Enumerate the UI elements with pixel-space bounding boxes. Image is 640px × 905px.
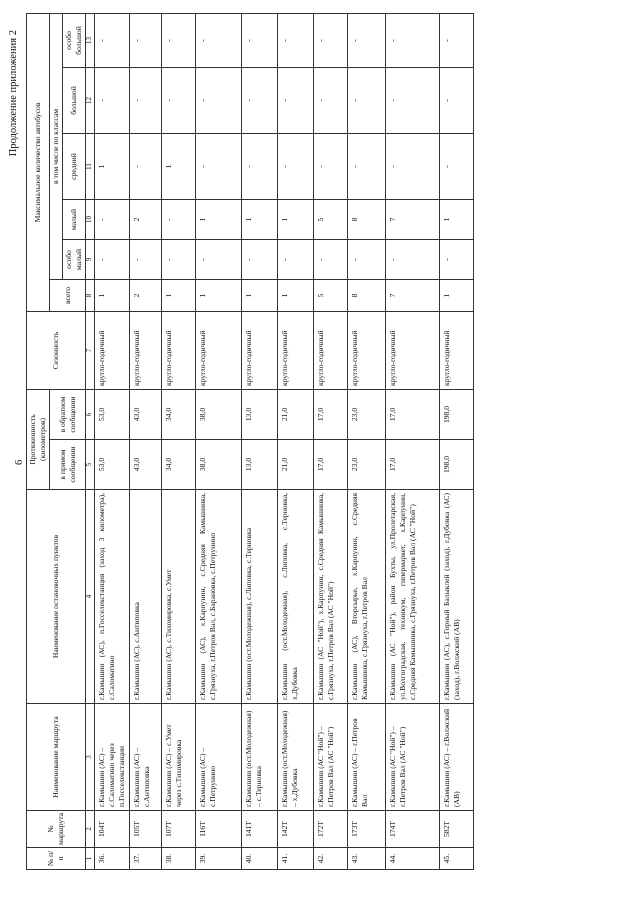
header-route-number: № маршрута [27, 811, 86, 848]
bus-small-cell: 1 [277, 199, 313, 239]
route-number-cell: 104Т [94, 811, 129, 848]
route-name-cell: г.Камышин (АС "Ной") – г.Петров Вал (АС "Ной") [385, 704, 439, 811]
bus-total-cell: 7 [385, 279, 439, 311]
route-name-cell: г.Камышин (АС) – с.Умет через с.Тихомировка [161, 704, 195, 811]
row-index-cell: 38. [161, 848, 195, 870]
bus-total-cell: 1 [241, 279, 277, 311]
bus-total-cell: 1 [161, 279, 195, 311]
header-extra-small: особо малый [63, 239, 86, 279]
column-number: 6 [86, 389, 95, 439]
header-forward: в прямом сообщении [50, 440, 86, 490]
bus-large-cell: - [385, 67, 439, 133]
stop-list-cell: г.Камышин (ост.Молодежная), с.Липовка, с.Терновка [241, 490, 277, 704]
route-number-cell: 582Т [439, 811, 473, 848]
bus-small-cell: 1 [241, 199, 277, 239]
season-cell: кругло-годичный [241, 311, 277, 389]
column-number: 11 [86, 133, 95, 199]
bus-medium-cell: 1 [161, 133, 195, 199]
bus-extra-large-cell: - [313, 13, 347, 67]
bus-medium-cell: - [439, 133, 473, 199]
length-backward-cell: 23,0 [347, 389, 385, 439]
bus-medium-cell: - [277, 133, 313, 199]
table-row [129, 13, 161, 869]
table-row [313, 13, 347, 869]
row-index-cell: 40. [241, 848, 277, 870]
route-number-cell: 116Т [195, 811, 241, 848]
bus-extra-small-cell: - [241, 239, 277, 279]
bus-large-cell: - [347, 67, 385, 133]
header-extra-large: особо большой [63, 13, 86, 67]
bus-total-cell: 1 [277, 279, 313, 311]
bus-extra-large-cell: - [94, 13, 129, 67]
page-number: 6 [14, 459, 25, 465]
bus-total-cell: 1 [439, 279, 473, 311]
column-number: 1 [86, 848, 95, 870]
bus-large-cell: - [313, 67, 347, 133]
route-number-cell: 174Т [385, 811, 439, 848]
column-number: 8 [86, 279, 95, 311]
bus-extra-large-cell: - [385, 13, 439, 67]
length-forward-cell: 53,0 [94, 440, 129, 490]
row-index-cell: 44. [385, 848, 439, 870]
bus-small-cell: 1 [195, 199, 241, 239]
header-backward: в обратном сообщении [50, 389, 86, 439]
length-backward-cell: 53,0 [94, 389, 129, 439]
route-number-cell: 141Т [241, 811, 277, 848]
table-row [195, 13, 241, 869]
bus-total-cell: 5 [313, 279, 347, 311]
bus-extra-large-cell: - [439, 13, 473, 67]
bus-extra-large-cell: - [129, 13, 161, 67]
length-backward-cell: 198,0 [439, 389, 473, 439]
route-name-cell: г.Камышин (ост.Молодежная) – с.Терновка [241, 704, 277, 811]
bus-medium-cell: 1 [94, 133, 129, 199]
table-row [277, 13, 313, 869]
bus-small-cell: - [94, 199, 129, 239]
bus-extra-large-cell: - [347, 13, 385, 67]
length-forward-cell: 198,0 [439, 440, 473, 490]
header-stops: Наименование остановочных пунктов [27, 490, 86, 704]
column-number: 3 [86, 704, 95, 811]
route-name-cell: г.Камышин (АС "Ной") – г.Петров Вал (АС "Ной") [313, 704, 347, 811]
bus-extra-small-cell: - [385, 239, 439, 279]
length-backward-cell: 34,0 [161, 389, 195, 439]
table-row [385, 13, 439, 869]
column-number: 9 [86, 239, 95, 279]
route-number-cell: 173Т [347, 811, 385, 848]
season-cell: кругло-годичный [347, 311, 385, 389]
column-numbers-row [86, 13, 95, 869]
season-cell: кругло-годичный [313, 311, 347, 389]
bus-small-cell: 1 [439, 199, 473, 239]
column-number: 4 [86, 490, 95, 704]
bus-extra-small-cell: - [129, 239, 161, 279]
stop-list-cell: г.Камышин (АС), п.Госселекстанция (заход 3 километра), с.Саломатино [94, 490, 129, 704]
route-name-cell: г.Камышин (АС) – г.Петров Вал [347, 704, 385, 811]
length-backward-cell: 38,0 [195, 389, 241, 439]
bus-medium-cell: - [385, 133, 439, 199]
header-total: всего [50, 279, 86, 311]
header-small: малый [63, 199, 86, 239]
bus-extra-small-cell: - [195, 239, 241, 279]
row-index-cell: 42. [313, 848, 347, 870]
bus-small-cell: 2 [129, 199, 161, 239]
routes-table [26, 13, 474, 870]
route-number-cell: 142Т [277, 811, 313, 848]
length-backward-cell: 43,0 [129, 389, 161, 439]
row-index-cell: 37. [129, 848, 161, 870]
table-row [347, 13, 385, 869]
length-forward-cell: 21,0 [277, 440, 313, 490]
row-index-cell: 45. [439, 848, 473, 870]
routes-table-body [94, 13, 473, 869]
season-cell: кругло-годичный [439, 311, 473, 389]
bus-total-cell: 2 [129, 279, 161, 311]
length-forward-cell: 23,0 [347, 440, 385, 490]
header-route-name: Наименование маршрута [27, 704, 86, 811]
bus-total-cell: 1 [195, 279, 241, 311]
bus-total-cell: 8 [347, 279, 385, 311]
stop-list-cell: г.Камышин (АС), х.Карпунин, с.Средняя Камышинка, с.Грязнуха, г.Петров Вал, с.Барановка, с.Петрунино [195, 490, 241, 704]
bus-large-cell: - [129, 67, 161, 133]
stop-list-cell: г.Камышин (ост.Молодежная), с.Липовка, с.Терновка, х.Дубовка [277, 490, 313, 704]
table-row [161, 13, 195, 869]
table-row [439, 13, 473, 869]
column-number: 5 [86, 440, 95, 490]
stop-list-cell: г.Камышин (АС), с.Горный Балыклей (заход), г.Дубовка (АС) (заход), г.Волжский (АВ) [439, 490, 473, 704]
bus-large-cell: - [94, 67, 129, 133]
column-number: 13 [86, 13, 95, 67]
column-number: 12 [86, 67, 95, 133]
bus-extra-small-cell: - [277, 239, 313, 279]
season-cell: кругло-годичный [129, 311, 161, 389]
bus-extra-large-cell: - [277, 13, 313, 67]
season-cell: кругло-годичный [161, 311, 195, 389]
route-number-cell: 107Т [161, 811, 195, 848]
bus-small-cell: 7 [385, 199, 439, 239]
route-name-cell: г.Камышин (АС) – с.Саломатино через п.Госселекстанции [94, 704, 129, 811]
row-index-cell: 36. [94, 848, 129, 870]
length-forward-cell: 38,0 [195, 440, 241, 490]
length-backward-cell: 13,0 [241, 389, 277, 439]
length-forward-cell: 43,0 [129, 440, 161, 490]
season-cell: кругло-годичный [94, 311, 129, 389]
route-number-cell: 172Т [313, 811, 347, 848]
column-number: 2 [86, 811, 95, 848]
bus-small-cell: 5 [313, 199, 347, 239]
route-name-cell: г.Камышин (ост.Молодежная) – х.Дубовка [277, 704, 313, 811]
bus-extra-small-cell: - [439, 239, 473, 279]
stop-list-cell: г.Камышин (АС "Ной"), район Бухты, ул.Пролетарская, ул.Волгоградская, техникум, гипермаркет, х.Карпунин, с.Средняя Камышинка, с.Грязнуха, г.Петров Вал (АС "Ной") [385, 490, 439, 704]
length-forward-cell: 17,0 [385, 440, 439, 490]
header-season: Сезонность [27, 311, 86, 389]
length-backward-cell: 17,0 [313, 389, 347, 439]
route-name-cell: г.Камышин (АС) – с.Петрунино [195, 704, 241, 811]
table-row [94, 13, 129, 869]
bus-medium-cell: - [241, 133, 277, 199]
bus-extra-large-cell: - [241, 13, 277, 67]
bus-large-cell: - [439, 67, 473, 133]
row-index-cell: 39. [195, 848, 241, 870]
length-backward-cell: 21,0 [277, 389, 313, 439]
appendix-continuation: Продолжение приложения 2 [8, 30, 19, 157]
header-large: большой [63, 67, 86, 133]
route-number-cell: 105Т [129, 811, 161, 848]
stop-list-cell: г.Камышин (АС), с.Антиповка [129, 490, 161, 704]
bus-large-cell: - [277, 67, 313, 133]
bus-extra-small-cell: - [161, 239, 195, 279]
bus-large-cell: - [241, 67, 277, 133]
bus-extra-small-cell: - [347, 239, 385, 279]
column-number: 10 [86, 199, 95, 239]
bus-extra-small-cell: - [94, 239, 129, 279]
row-index-cell: 41. [277, 848, 313, 870]
header-max-buses: Максимальное количество автобусов [27, 13, 50, 311]
bus-large-cell: - [161, 67, 195, 133]
season-cell: кругло-годичный [195, 311, 241, 389]
route-name-cell: г.Камышин (АС) – с.Антиповка [129, 704, 161, 811]
header-length: Протяженность (километров) [27, 389, 50, 489]
bus-small-cell: 8 [347, 199, 385, 239]
header-medium: средний [63, 133, 86, 199]
bus-large-cell: - [195, 67, 241, 133]
column-number: 7 [86, 311, 95, 389]
bus-medium-cell: - [313, 133, 347, 199]
length-forward-cell: 17,0 [313, 440, 347, 490]
table-row [241, 13, 277, 869]
bus-extra-small-cell: - [313, 239, 347, 279]
header-by-class: в том числе по классам [50, 13, 63, 279]
bus-medium-cell: - [195, 133, 241, 199]
season-cell: кругло-годичный [385, 311, 439, 389]
stop-list-cell: г.Камышин (АС), Вторсырье, х.Карпунин, с.Средняя Камышинка, с.Грязнуха, г.Петров Вал [347, 490, 385, 704]
length-backward-cell: 17,0 [385, 389, 439, 439]
bus-medium-cell: - [129, 133, 161, 199]
route-name-cell: г.Камышин (АС) – г.Волжский (АВ) [439, 704, 473, 811]
length-forward-cell: 34,0 [161, 440, 195, 490]
bus-extra-large-cell: - [161, 13, 195, 67]
bus-total-cell: 1 [94, 279, 129, 311]
bus-medium-cell: - [347, 133, 385, 199]
season-cell: кругло-годичный [277, 311, 313, 389]
bus-small-cell: - [161, 199, 195, 239]
stop-list-cell: г.Камышин (АС "Ной"), х.Карпунин, с.Средняя Камышинка, с.Грязнуха, г.Петров Вал (АС "Ной") [313, 490, 347, 704]
row-index-cell: 43. [347, 848, 385, 870]
bus-extra-large-cell: - [195, 13, 241, 67]
length-forward-cell: 13,0 [241, 440, 277, 490]
stop-list-cell: г.Камышин (АС), с.Тихомировка, с.Умет [161, 490, 195, 704]
header-index: № п/п [27, 848, 86, 870]
